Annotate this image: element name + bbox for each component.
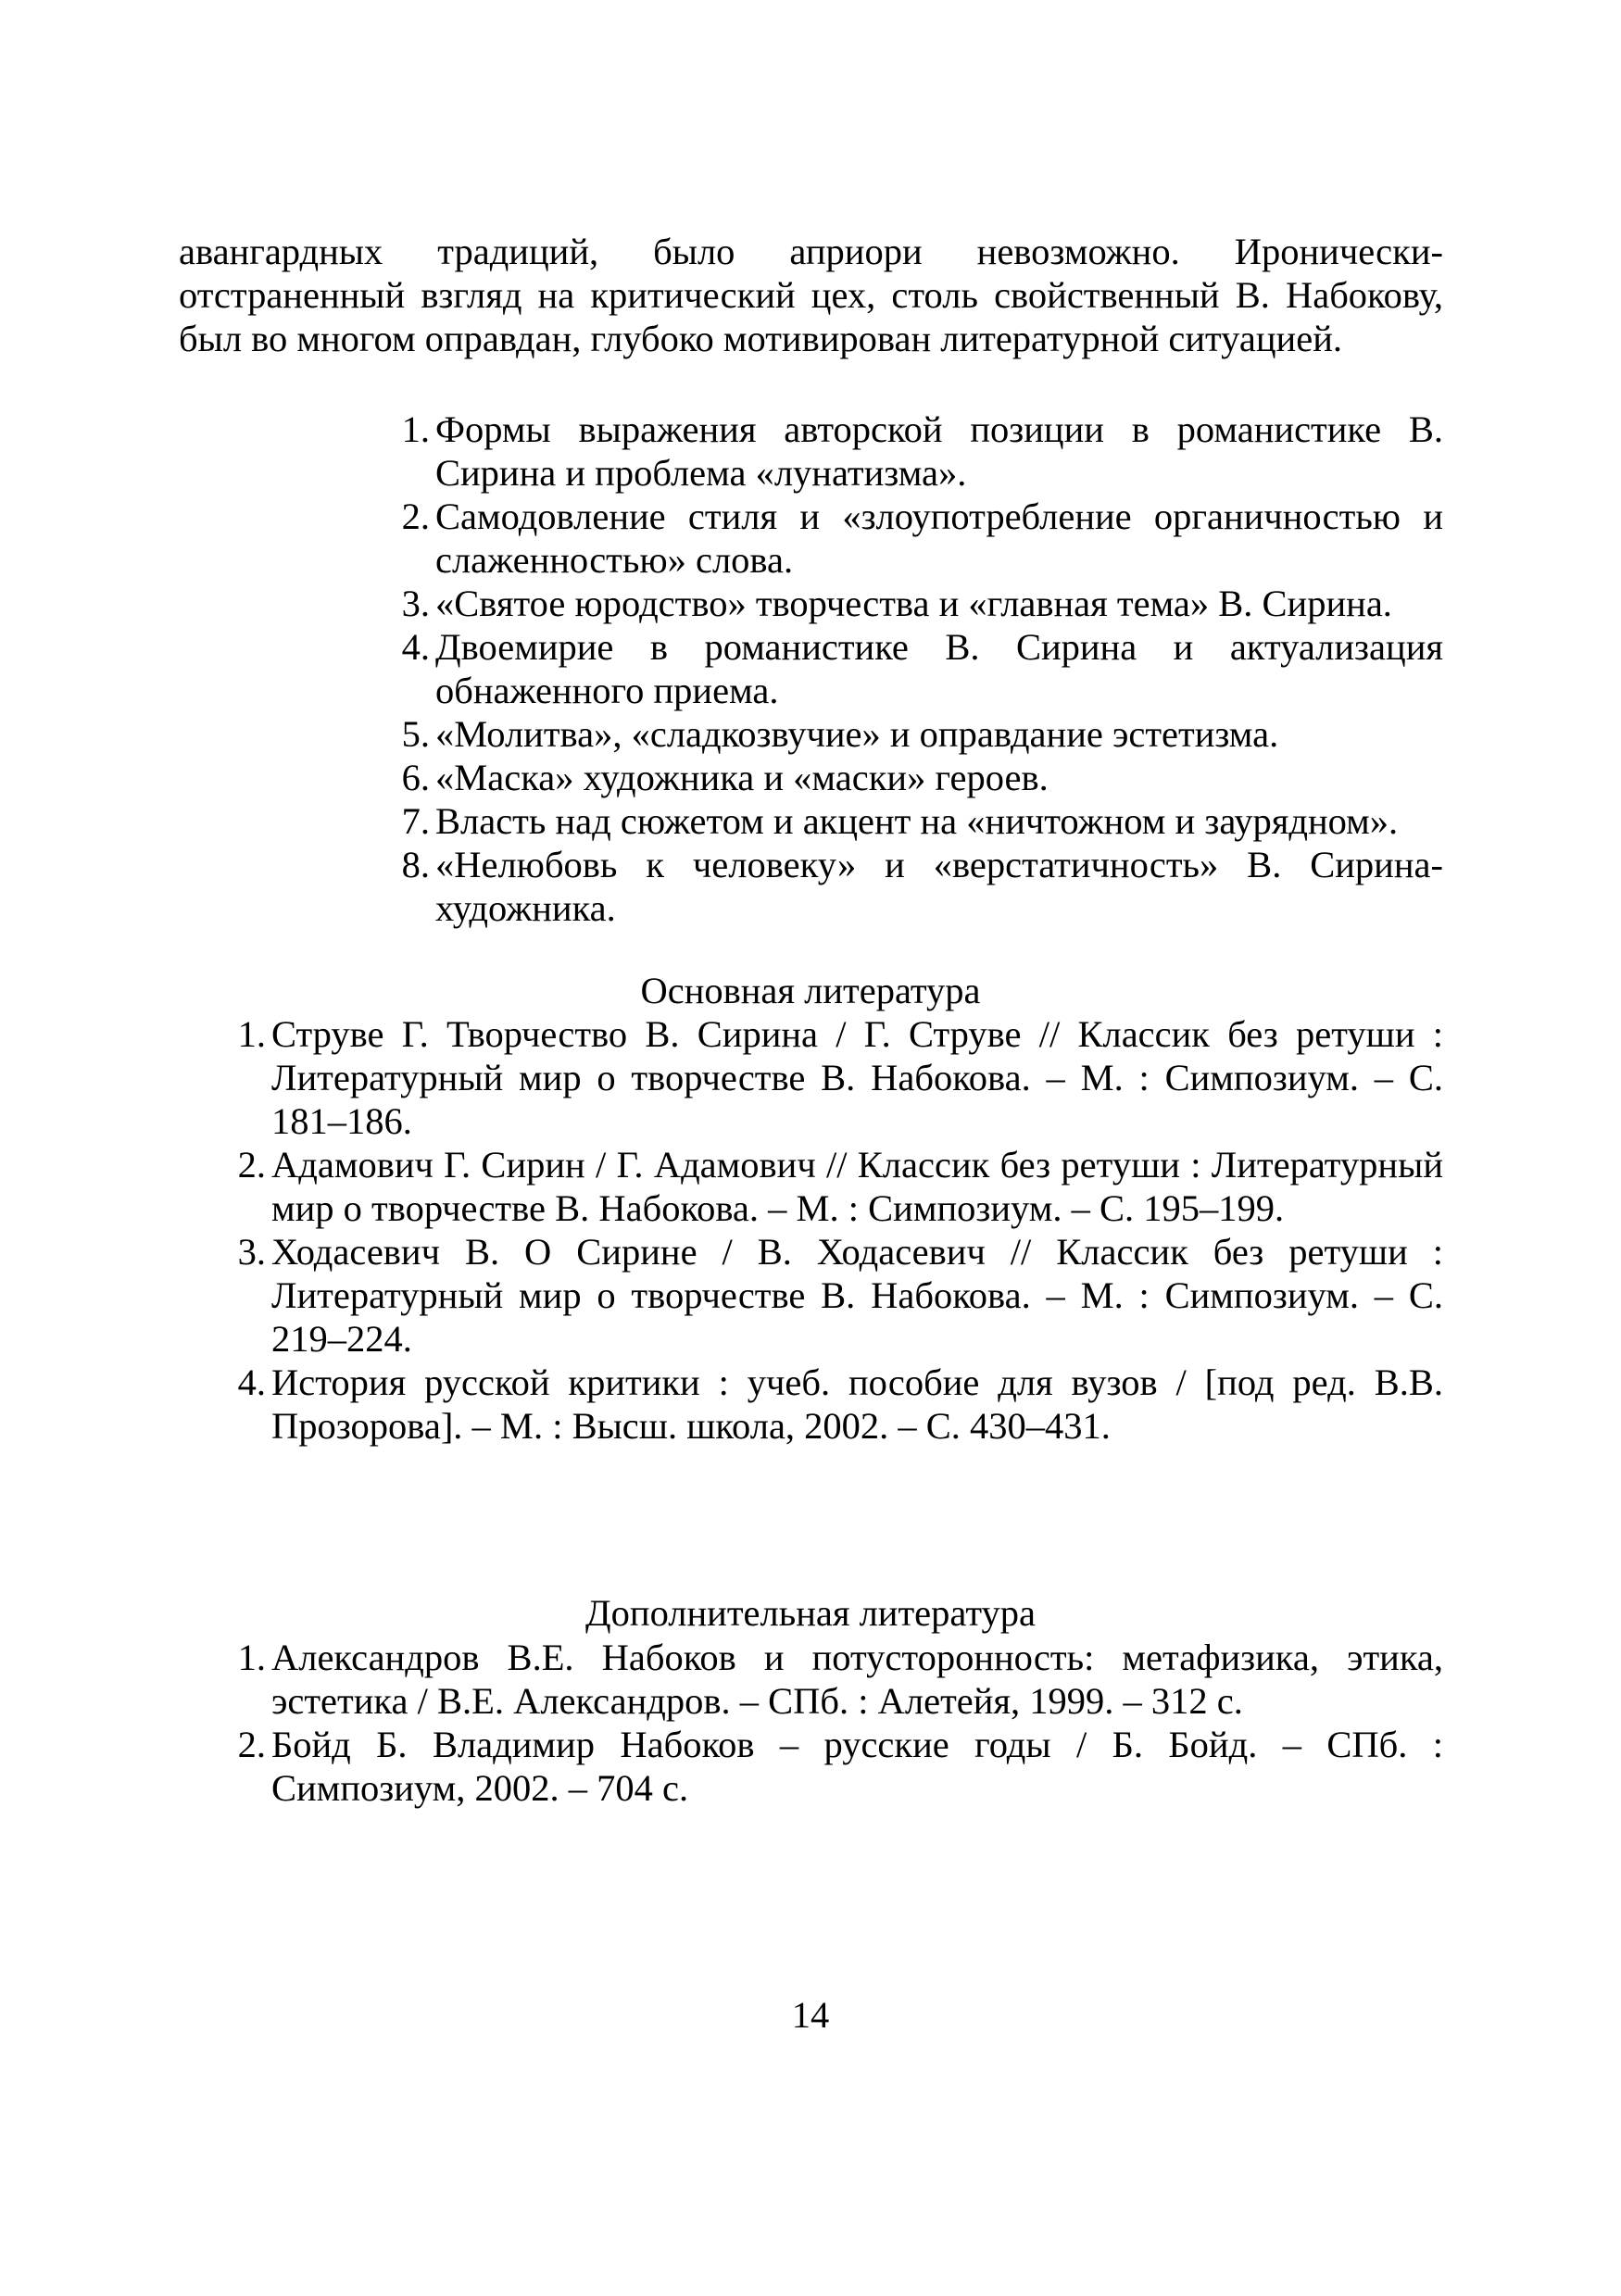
theme-item xyxy=(401,408,1443,495)
item-text: «Нелюбовь к человеку» и «верстатичность» В. Сирина-художника. xyxy=(435,844,1443,929)
extra-literature-list xyxy=(237,1636,1443,1810)
item-number: 6. xyxy=(401,757,430,798)
reference-item xyxy=(237,1636,1443,1723)
item-number: 5. xyxy=(401,713,430,755)
item-number: 7. xyxy=(401,800,430,842)
theme-item xyxy=(401,625,1443,712)
item-number: 2. xyxy=(237,1144,266,1186)
item-text: Струве Г. Творчество В. Сирина / Г. Струве // Классик без ретуши : Литературный мир о творчестве В. Набокова. – М. : Симпозиум. – С. 181–186. xyxy=(271,1013,1443,1142)
theme-item xyxy=(401,756,1443,799)
reference-item xyxy=(237,1012,1443,1143)
item-text: «Святое юродство» творчества и «главная тема» В. Сирина. xyxy=(435,583,1392,624)
intro-paragraph xyxy=(179,230,1443,360)
intro-line: отстраненный взгляд на критический цех, столь свойственный В. Набокову, xyxy=(179,274,1443,316)
item-number: 1. xyxy=(401,408,430,450)
item-text: Двоемирие в романистике В. Сирина и актуализация обнаженного приема. xyxy=(435,626,1443,711)
item-text: История русской критики : учеб. пособие для вузов / [под ред. В.В. Прозорова]. – М. : Высш. школа, 2002. – С. 430–431. xyxy=(271,1361,1443,1447)
item-text: Власть над сюжетом и акцент на «ничтожном и заурядном». xyxy=(435,800,1399,842)
item-number: 4. xyxy=(401,626,430,668)
item-number: 1. xyxy=(237,1637,266,1678)
item-text: Самодовление стиля и «злоупотребление органичностью и слаженностью» слова. xyxy=(435,496,1443,581)
item-text: Бойд Б. Владимир Набоков – русские годы / Б. Бойд. – СПб. : Симпозиум, 2002. – 704 с. xyxy=(271,1724,1443,1809)
themes-list xyxy=(401,408,1443,930)
item-text: Ходасевич В. О Сирине / В. Ходасевич // Классик без ретуши : Литературный мир о творчестве В. Набокова. – М. : Симпозиум. – С. 219–224. xyxy=(271,1231,1443,1360)
intro-line: авангардных традиций, было априори невозможно. Иронически- xyxy=(179,231,1443,272)
item-number: 3. xyxy=(401,583,430,624)
item-number: 2. xyxy=(237,1724,266,1765)
item-text: «Маска» художника и «маски» героев. xyxy=(435,757,1049,798)
theme-item xyxy=(401,582,1443,625)
main-literature-list xyxy=(237,1012,1443,1448)
item-number: 1. xyxy=(237,1013,266,1055)
intro-line: был во многом оправдан, глубоко мотивирован литературной ситуацией. xyxy=(179,318,1342,359)
item-text: Александров В.Е. Набоков и потусторонность: метафизика, этика, эстетика / В.Е. Александров. – СПб. : Алетейя, 1999. – 312 с. xyxy=(271,1637,1443,1722)
item-number: 8. xyxy=(401,844,430,885)
reference-item xyxy=(237,1143,1443,1230)
theme-item xyxy=(401,712,1443,756)
item-text: Адамович Г. Сирин / Г. Адамович // Классик без ретуши : Литературный мир о творчестве В. Набокова. – М. : Симпозиум. – С. 195–199. xyxy=(271,1144,1443,1229)
main-literature-heading: Основная литература xyxy=(640,970,981,1011)
reference-item xyxy=(237,1361,1443,1448)
item-number: 2. xyxy=(401,496,430,537)
item-number: 4. xyxy=(237,1361,266,1403)
extra-literature-heading: Дополнительная литература xyxy=(585,1592,1036,1634)
reference-item xyxy=(237,1723,1443,1810)
theme-item xyxy=(401,843,1443,930)
item-number: 3. xyxy=(237,1231,266,1273)
theme-item xyxy=(401,495,1443,582)
item-text: Формы выражения авторской позиции в романистике В. Сирина и проблема «лунатизма». xyxy=(435,408,1443,494)
theme-item xyxy=(401,799,1443,843)
page-number: 14 xyxy=(791,1994,830,2036)
reference-item xyxy=(237,1230,1443,1361)
item-text: «Молитва», «сладкозвучие» и оправдание эстетизма. xyxy=(435,713,1279,755)
